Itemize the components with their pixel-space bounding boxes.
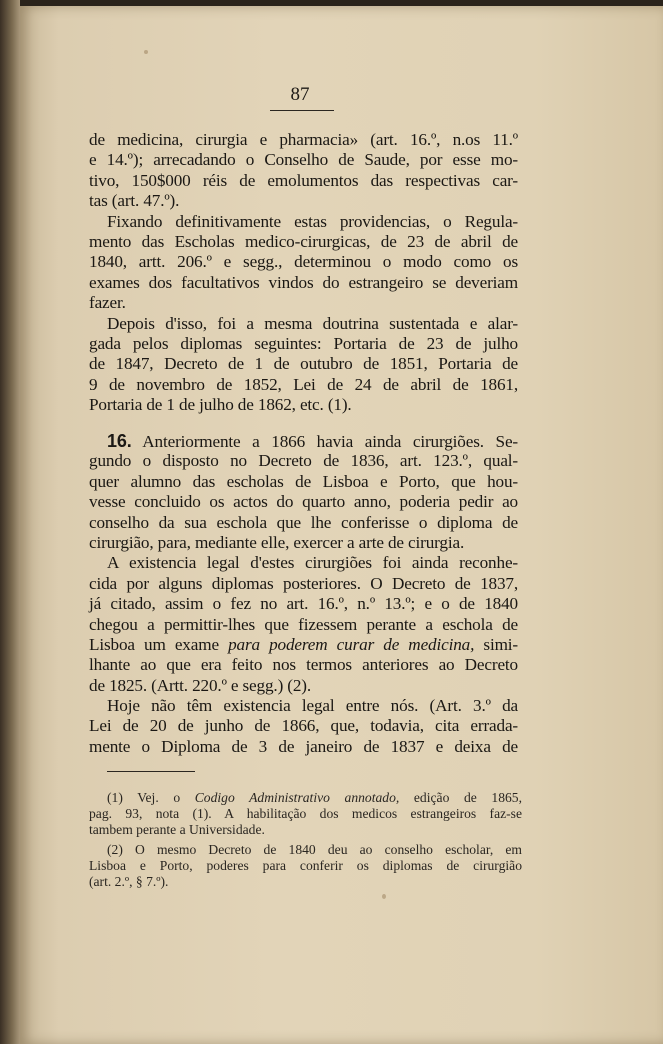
- paragraph-6: [89, 696, 518, 757]
- text-line: e 14.º); arrecadando o Conselho de Saude, por esse mo-: [89, 150, 518, 170]
- text-line: cirurgião, para, mediante elle, exercer a arte de cirurgia.: [89, 532, 465, 552]
- text-line: já citado, assim o fez no art. 16.º, n.º 13.º; e o de 1840: [89, 594, 518, 614]
- ink-spot: [144, 50, 148, 54]
- text-line: de medicina, cirurgia e pharmacia» (art. 16.º, n.os 11.º: [89, 130, 518, 149]
- text-line: quer alumno das escholas de Lisboa e Porto, que hou-: [89, 471, 518, 491]
- line-text: edição de 1865,: [399, 790, 522, 805]
- footnote-line: Lisboa e Porto, poderes para conferir os diplomas de cirurgião: [89, 858, 522, 873]
- section-number: 16.: [107, 431, 132, 451]
- text-line: mento das Escholas medico-cirurgicas, de 23 de abril de: [89, 231, 518, 251]
- line-text: Anteriormente a 1866 havia ainda cirurgiões. Se-: [142, 432, 519, 451]
- line-text: Lisboa um exame: [89, 634, 229, 654]
- footnotes: [89, 790, 522, 890]
- footnote-line: pag. 93, nota (1). A habilitação dos medicos estrangeiros faz-se: [89, 806, 522, 821]
- book-spine-edge: [0, 0, 20, 1044]
- paragraph-2: [89, 212, 518, 314]
- paragraph-4: [89, 431, 518, 553]
- text-line: de 1847, Decreto de 1 de outubro de 1851, Portaria de: [89, 354, 518, 374]
- text-line: cida por alguns diplomas posteriores. O Decreto de 1837,: [89, 573, 518, 593]
- text-line: fazer.: [89, 293, 126, 313]
- text-line: chegou a permittir-lhes que fizessem perante a eschola de: [89, 614, 518, 634]
- footnote-line: [89, 790, 522, 806]
- text-line: 9 de novembro de 1852, Lei de 24 de abril de 1861,: [89, 374, 518, 394]
- text-line: gundo o disposto no Decreto de 1836, art. 123.º, qual-: [89, 451, 518, 471]
- text-line: tivo, 150$000 réis de emolumentos das respectivas car-: [89, 170, 518, 190]
- text-line: tas (art. 47.º).: [89, 191, 180, 211]
- footnote-line: tambem perante a Universidade.: [89, 822, 265, 837]
- text-line: Fixando definitivamente estas providencias, o Regula-: [107, 211, 518, 231]
- footnote-line: (art. 2.º, § 7.º).: [89, 874, 169, 889]
- line-text: simi-: [474, 634, 518, 654]
- text-line: vesse concluido os actos do quarto anno, poderia pedir ao: [89, 492, 518, 512]
- text-line: [89, 635, 518, 655]
- footnote-rule: [107, 771, 195, 772]
- text-line: 1840, artt. 206.º e segg., determinou o modo como os: [89, 252, 518, 272]
- text-line: Hoje não têm existencia legal entre nós. (Art. 3.º da: [107, 696, 518, 716]
- text-line: Depois d'isso, foi a mesma doutrina sustentada e alar-: [107, 313, 518, 333]
- text-line: Lei de 20 de junho de 1866, que, todavia, cita errada-: [89, 716, 518, 736]
- text-line: [89, 431, 518, 451]
- text-line: Portaria de 1 de julho de 1862, etc. (1).: [89, 395, 352, 415]
- text-line: mente o Diploma de 3 de janeiro de 1837 e deixa de: [89, 736, 518, 756]
- italic-title: Codigo Administrativo annotado,: [194, 790, 400, 805]
- text-line: de 1825. (Artt. 220.º e segg.) (2).: [89, 675, 312, 695]
- main-text: [89, 130, 518, 415]
- line-text: (1) Vej. o: [107, 790, 195, 805]
- text-line: exames dos facultativos vindos do estrangeiro se deveriam: [89, 272, 518, 292]
- footnote-1: [89, 790, 522, 838]
- footnote-line: (2) O mesmo Decreto de 1840 deu ao conselho escholar, em: [107, 842, 522, 857]
- text-line: conselho da sua eschola que lhe conferisse o diploma de: [89, 512, 518, 532]
- text-line: A existencia legal d'estes cirurgiões foi ainda reconhe-: [107, 553, 518, 573]
- paragraph-1: [89, 130, 518, 212]
- ink-spot: [382, 894, 386, 899]
- text-line: lhante ao que era feito nos termos anteriores ao Decreto: [89, 655, 518, 675]
- paragraph-3: [89, 314, 518, 416]
- italic-phrase: para poderem curar de medicina,: [228, 634, 475, 654]
- footnote-2: [89, 842, 522, 890]
- page-number: 87: [290, 84, 310, 105]
- section-16: [89, 431, 518, 757]
- text-line: gada pelos diplomas seguintes: Portaria de 23 de julho: [89, 333, 518, 353]
- header-rule: [270, 110, 334, 111]
- paragraph-5: [89, 553, 518, 696]
